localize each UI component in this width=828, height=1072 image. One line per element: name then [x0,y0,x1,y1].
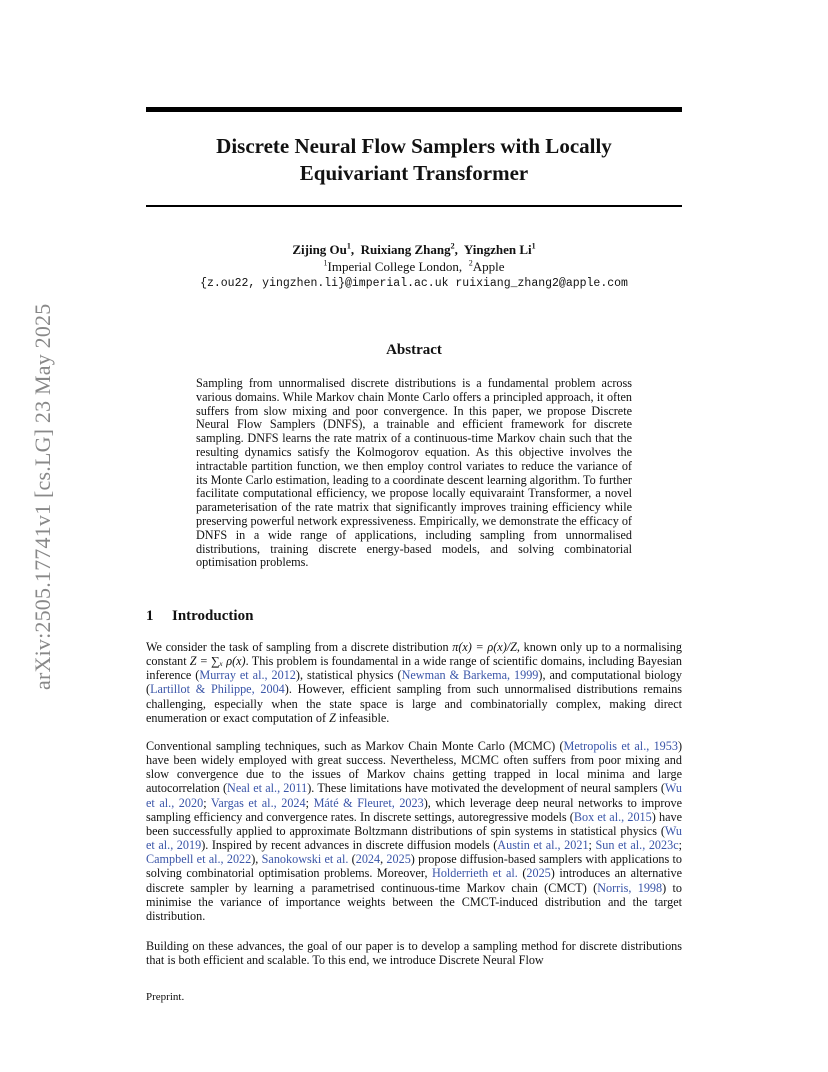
text-run: ) have been widely employed with great success. Nevertheless, MCMC often suffers from poor mixing and slow convergence due to the issues of Markov chains getting trapped in local minima and large autocorrelation ( [146,739,683,796]
text-run: ), and computational biology ( [146,668,682,697]
text-run: ). However, efficient sampling from such unnormalised distributions remains challenging, especially when the state space is large and combinatorially complex, making direct enumeration or exact computation of [146,682,682,725]
title-line-2: Equivariant Transformer [299,161,529,185]
affil-sup: 2 [468,258,473,268]
math-expression: Z = ∑ₓ ρ(x) [189,654,246,669]
citation-link[interactable]: Metropolis et al., 1953 [563,739,678,753]
citation-link[interactable]: Wu et al., 2019 [146,823,682,853]
text-run: . This problem is foundamental in a wide range of scientific domains, including Bayesian inference ( [146,654,682,683]
math-expression: π(x) = ρ(x)/Z [452,640,517,654]
section-heading [146,608,253,625]
citation-link[interactable]: Wu et al., 2020 [146,781,682,810]
text-run: ), which leverage deep neural networks to improve sampling efficiency and convergence rates. In discrete settings, autoregressive models ( [146,795,682,824]
text-run: We consider the task of sampling from a discrete distribution [146,640,453,654]
text-run: ), statistical physics ( [295,668,402,683]
section-title: Introduction [172,608,254,624]
title-top-rule [146,107,682,112]
affiliations [146,259,682,275]
text-run: ; [203,795,211,810]
citation-link[interactable]: Murray et al., 2012 [199,668,296,683]
citation-link[interactable]: Campbell et al., 2022 [146,852,252,867]
text-run: , known only up to a normalising constant [146,640,682,669]
author-name: Yingzhen Li [463,242,532,257]
citation-link[interactable]: Box et al., 2015 [573,809,652,824]
math-expression: Z [329,710,336,725]
citation-link[interactable]: 2025 [526,866,551,881]
text-run: ; [588,838,596,853]
author-emails: {z.ou22, yingzhen.li}@imperial.ac.uk ruixiang_zhang2@apple.com [200,277,628,290]
author-sup: 2 [450,241,455,251]
intro-paragraph-3: Building on these advances, the goal of our paper is to develop a sampling method for discrete distributions that is both efficient and scalable. To this end, we introduce Discrete Neural Flow [146,939,682,968]
affil-text: Apple [472,259,505,274]
text-run: ) have been successfully applied to approximate Boltzmann distributions of spin systems in statistical physics ( [146,809,682,838]
text-run: ( [517,866,527,881]
title-line-1: Discrete Neural Flow Samplers with Locally [216,134,612,158]
text-run: infeasible. [335,710,390,725]
citation-link[interactable]: Neal et al., 2011 [227,781,308,796]
text-run: ). These limitations have motivated the development of neural samplers ( [307,781,665,796]
citation-link[interactable]: 2024 [355,852,381,867]
affil-text: Imperial College London, [327,259,463,274]
footer-note: Preprint. [146,991,185,1003]
affil-sup: 1 [323,258,328,268]
text-run: ). Inspired by recent advances in discrete diffusion models ( [201,838,498,853]
citation-link[interactable]: Austin et al., 2021 [497,838,589,853]
text-run: Conventional sampling techniques, such as Markov Chain Monte Carlo (MCMC) ( [146,739,564,753]
text-run: ) to minimise the variance of importance weights between the CMCT-induced distribution and the target distribution. [146,880,682,923]
text-run: ) propose diffusion-based samplers with applications to solving combinatorial optimisation problems. Moreover, [146,852,682,881]
citation-link[interactable]: Máté & Fleuret, 2023 [313,795,424,810]
text-run: ( [348,852,356,867]
section-number: 1 [146,608,154,624]
text-run: ), [251,852,262,867]
author-sup: 1 [346,241,351,251]
abstract-heading: Abstract [386,342,442,358]
citation-link[interactable]: 2025 [386,852,411,867]
abstract-text: Sampling from unnormalised discrete distributions is a fundamental problem across various domains. While Markov chain Monte Carlo offers a principled approach, it often suffers from slow mixing and poor convergence. In this paper, we propose Discrete Neural Flow Samplers (DNFS), a trainable and efficient framework for discrete sampling. DNFS learns the rate matrix of a continuous-time Markov chain such that the resulting dynamics satisfy the Kolmogorov equation. As this objective involves the intractable partition function, we then employ control variates to reduce the variance of its Monte Carlo estimation, leading to a coordinate descent learning algorithm. To further facilitate computational efficiency, we propose locally equivaraint Transformer, a novel parameterisation of the rate matrix that significantly improves training efficiency while preserving powerful network expressiveness. Empirically, we demonstrate the efficacy of DNFS in a wide range of applications, including sampling from unnormalised distributions, training discrete energy-based models, and solving combinatorial optimisation problems. [196,376,632,570]
title-bottom-rule [146,205,682,207]
arxiv-identifier: arXiv:2505.17741v1 [cs.LG] 23 May 2025 [30,303,55,690]
text-run: ; [305,795,314,810]
paper-title [146,133,682,187]
citation-link[interactable]: Vargas et al., 2024 [210,795,306,810]
text-run: , [380,852,387,867]
text-run: ; [678,838,682,853]
text-run: ) introduces an alternative discrete sampler by learning a parametrised continuous-time Markov chain (CMCT) ( [146,866,683,895]
intro-paragraph-2 [146,739,682,923]
author-name: Zijing Ou [292,242,347,257]
citation-link[interactable]: Lartillot & Philippe, 2004 [150,682,285,697]
citation-link[interactable]: Holderrieth et al. [432,866,518,881]
author-sup: 1 [531,241,536,251]
intro-paragraph-1 [146,640,682,725]
author-name: Ruixiang Zhang [360,242,451,257]
citation-link[interactable]: Newman & Barkema, 1999 [401,668,539,683]
author-list: Zijing Ou$^1$, Ruixiang Zhang$^2$, Yingzhen Li$^1$ [292,241,536,257]
citation-link[interactable]: Sanokowski et al. [261,852,349,867]
citation-link[interactable]: Norris, 1998 [597,880,663,895]
citation-link[interactable]: Sun et al., 2023c [595,838,679,853]
